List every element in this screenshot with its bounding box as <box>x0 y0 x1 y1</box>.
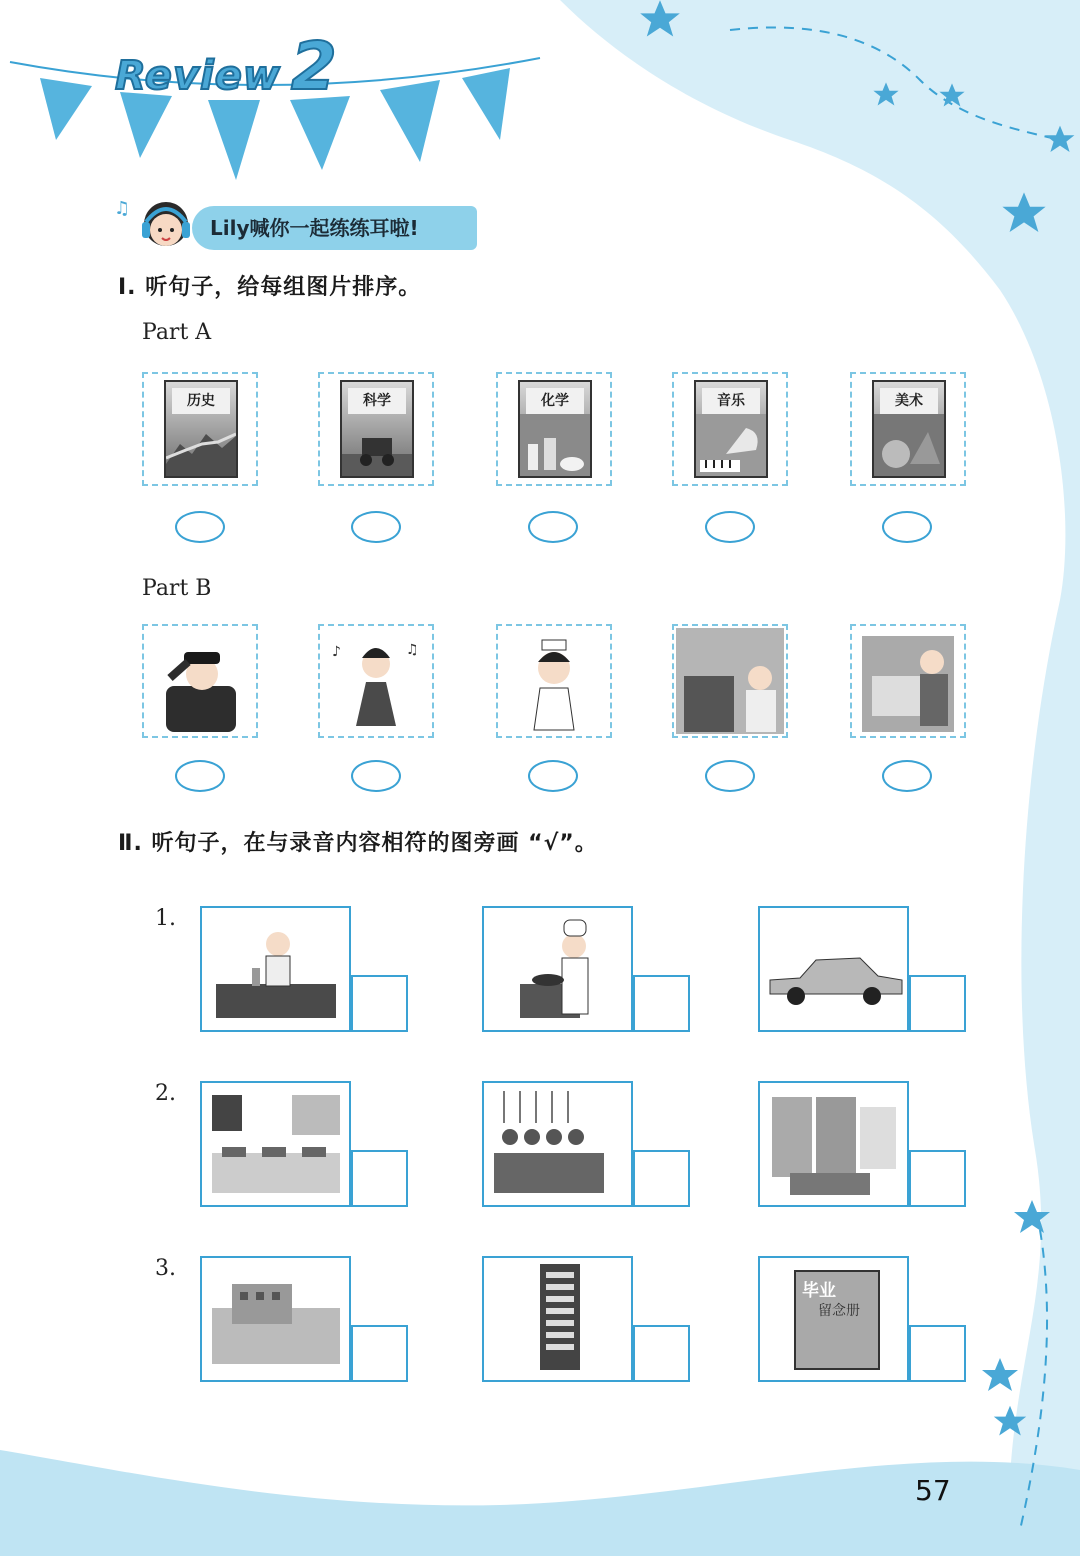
police-officer-icon <box>142 624 258 738</box>
section-1-heading: Ⅰ. 听句子，给每组图片排序。 <box>118 275 422 300</box>
question-number: 2. <box>155 1081 176 1106</box>
page-title <box>115 28 337 105</box>
book-card <box>142 372 258 486</box>
book-subject-label: 历史 <box>172 388 230 414</box>
answer-oval[interactable] <box>882 760 932 792</box>
answer-oval[interactable] <box>528 760 578 792</box>
svg-text:♫: ♫ <box>114 198 131 219</box>
book-title-line1: 毕业 <box>802 1281 836 1301</box>
part-b-label: Part B <box>142 576 212 601</box>
part-a-label: Part A <box>142 320 212 345</box>
tick-box[interactable] <box>633 975 690 1032</box>
answer-oval[interactable] <box>705 511 755 543</box>
answer-oval[interactable] <box>528 511 578 543</box>
book-subject-label: 美术 <box>880 388 938 414</box>
answer-oval[interactable] <box>705 760 755 792</box>
listening-banner: Lily喊你一起练练耳啦! <box>192 206 477 250</box>
section-2-heading: Ⅱ. 听句子，在与录音内容相符的图旁画 “√”。 <box>118 831 598 856</box>
tick-box[interactable] <box>351 1150 408 1207</box>
sculpture-icon <box>872 380 946 478</box>
question-number: 1. <box>155 906 176 931</box>
answer-oval[interactable] <box>351 511 401 543</box>
chef-cooking-icon <box>482 906 633 1032</box>
book-title-line2: 留念册 <box>818 1303 860 1319</box>
question-number: 3. <box>155 1256 176 1281</box>
book-card <box>672 372 788 486</box>
tick-box[interactable] <box>909 975 966 1032</box>
nurse-icon <box>496 624 612 738</box>
tick-box[interactable] <box>633 1150 690 1207</box>
dining-hall-icon <box>482 1081 633 1207</box>
answer-oval[interactable] <box>175 760 225 792</box>
great-wall-icon <box>164 380 238 478</box>
scientist-lab-icon <box>200 906 351 1032</box>
school-building-icon <box>200 1256 351 1382</box>
tick-box[interactable] <box>909 1150 966 1207</box>
farmer-icon <box>672 624 788 738</box>
book-subject-label: 科学 <box>348 388 406 414</box>
book-subject-label: 音乐 <box>702 388 760 414</box>
yearbook-icon <box>758 1256 909 1382</box>
girl-headphones-icon <box>112 192 192 256</box>
library-icon <box>758 1081 909 1207</box>
tick-box[interactable] <box>633 1325 690 1382</box>
singer-icon <box>318 624 434 738</box>
taxi-car-icon <box>758 906 909 1032</box>
title-word: Review <box>115 53 281 99</box>
book-subject-label: 化学 <box>526 388 584 414</box>
answer-oval[interactable] <box>882 511 932 543</box>
tick-box[interactable] <box>351 1325 408 1382</box>
page-number: 57 <box>915 1474 951 1507</box>
book-card <box>318 372 434 486</box>
book-card <box>496 372 612 486</box>
gramophone-icon <box>694 380 768 478</box>
title-number: 2 <box>290 28 337 105</box>
tick-box[interactable] <box>351 975 408 1032</box>
answer-oval[interactable] <box>351 760 401 792</box>
classroom-icon <box>200 1081 351 1207</box>
cook-icon <box>850 624 966 738</box>
svg-text:♪: ♪ <box>332 644 341 660</box>
tall-building-icon <box>482 1256 633 1382</box>
answer-oval[interactable] <box>175 511 225 543</box>
lab-bottles-icon <box>518 380 592 478</box>
svg-text:♫: ♫ <box>406 642 419 658</box>
book-card <box>850 372 966 486</box>
robot-rover-icon <box>340 380 414 478</box>
tick-box[interactable] <box>909 1325 966 1382</box>
